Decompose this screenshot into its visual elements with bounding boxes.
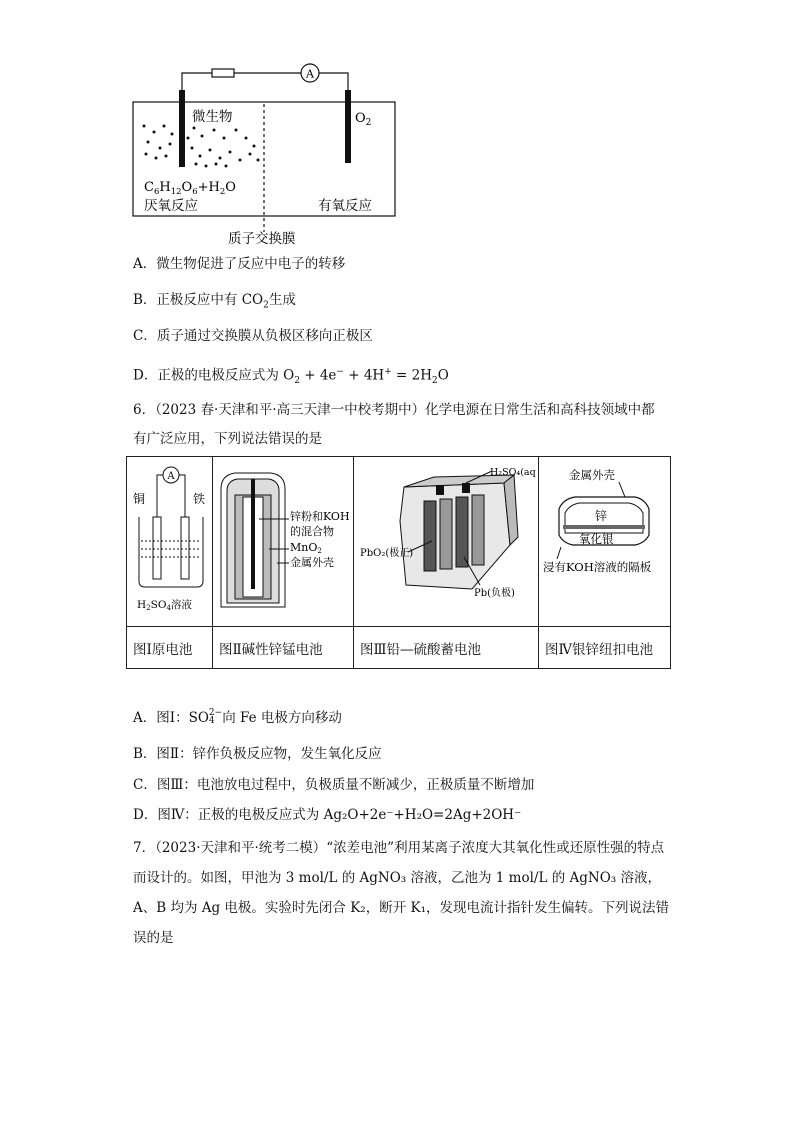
anode-electrode (179, 90, 185, 167)
lead-acid-battery-diagram (354, 457, 538, 622)
caption-fig-2: 图Ⅱ碱性锌锰电池 (213, 627, 354, 669)
q6-stem-line2: 有广泛应用，下列说法错误的是 (133, 431, 322, 447)
q5-option-b: B．正极反应中有 $CO_2$生成 (133, 292, 296, 311)
silver-oxide-label: 氧化银 (579, 532, 614, 546)
q5-option-a: A．微生物促进了反应中电子的转移 (133, 256, 346, 272)
fig-cell-1 (127, 457, 213, 627)
microbe-dots (143, 125, 260, 168)
separator-label: 浸有KOH溶液的隔板 (543, 560, 652, 574)
fig-cell-4 (539, 457, 671, 627)
caption-fig-1: 图Ⅰ原电池 (127, 627, 213, 669)
q6-option-a: A．图Ⅰ：SO 2− 4 向 Fe 电极方向移动 (133, 707, 342, 726)
button-cell-diagram (539, 457, 670, 622)
microbe-label: 微生物 (192, 109, 233, 125)
glucose-label: $C_6H_{12}O_6+H_2O$ (144, 180, 236, 197)
galvanic-cell-diagram (127, 457, 212, 622)
q6-stem-line1: 6．（2023 春·天津和平·高三天津一中校考期中）化学电源在日常生活和高科技领域中都 (133, 402, 655, 418)
q6-option-d: D．图Ⅳ：正极的电极反应式为 Ag₂O+2e⁻+H₂O=2Ag+2OH⁻ (133, 807, 522, 823)
positive-plate-label: PbO₂(极正) (360, 548, 414, 559)
q5-option-c: C．质子通过交换膜从负极区移向正极区 (133, 328, 373, 344)
q5-option-d: D．正极的电极反应式为 $O_2 + 4e^- + 4H^+ = 2H_2O$ (133, 367, 449, 387)
acid-label: H₂SO₄(aq (490, 467, 536, 478)
metal-shell-label: 金属外壳 (290, 556, 334, 569)
zinc-koh-label: 锌粉和KOH (290, 510, 350, 523)
mixture-label: 的混合物 (290, 525, 334, 538)
fig-cell-3 (354, 457, 539, 627)
mno2-label: MnO2 (290, 541, 322, 555)
shell-label: 金属外壳 (569, 468, 615, 482)
microbial-fuel-cell-diagram (128, 60, 408, 250)
battery-figure-table (126, 456, 671, 669)
fig-cell-2 (213, 457, 354, 627)
caption-fig-3: 图Ⅲ铅—硫酸蓄电池 (354, 627, 539, 669)
zinc-label: 锌 (595, 509, 608, 523)
svg-text:A: A (167, 471, 175, 482)
copper-label: 铜 (133, 492, 146, 506)
membrane-label: 质子交换膜 (228, 231, 296, 247)
cathode-electrode (345, 90, 351, 163)
aerobic-label: 有氧反应 (318, 198, 372, 214)
anaerobic-label: 厌氧反应 (144, 198, 198, 214)
q6-option-c: C．图Ⅲ：电池放电过程中，负极质量不断减少，正极质量不断增加 (133, 777, 535, 793)
negative-plate-label: Pb(负极) (474, 588, 515, 599)
q7-stem: 7．（2023·天津和平·统考二模）“浓差电池”利用某离子浓度大其氧化性或还原性强的特点而设计的。如图，甲池为 3 mol/L 的 AgNO₃ 溶液，乙池为 1 mol/L 的 AgNO₃ 溶液，A、B 均为 Ag 电极。实验时先闭合 K₂，断开 K₁，发现电流计指针发生偏转。下列说法错误的是 (133, 840, 670, 946)
alkaline-battery-diagram (213, 457, 353, 622)
q6-option-b: B．图Ⅱ：锌作负极反应物，发生氧化反应 (133, 746, 382, 762)
caption-fig-4: 图Ⅳ银锌纽扣电池 (539, 627, 671, 669)
o2-label: $O_2$ (355, 111, 372, 128)
resistor (212, 69, 234, 77)
iron-label: 铁 (193, 492, 206, 506)
circuit-wire (182, 73, 348, 100)
svg-text:A: A (306, 67, 314, 81)
electrolyte-label: H2SO4溶液 (137, 599, 192, 612)
